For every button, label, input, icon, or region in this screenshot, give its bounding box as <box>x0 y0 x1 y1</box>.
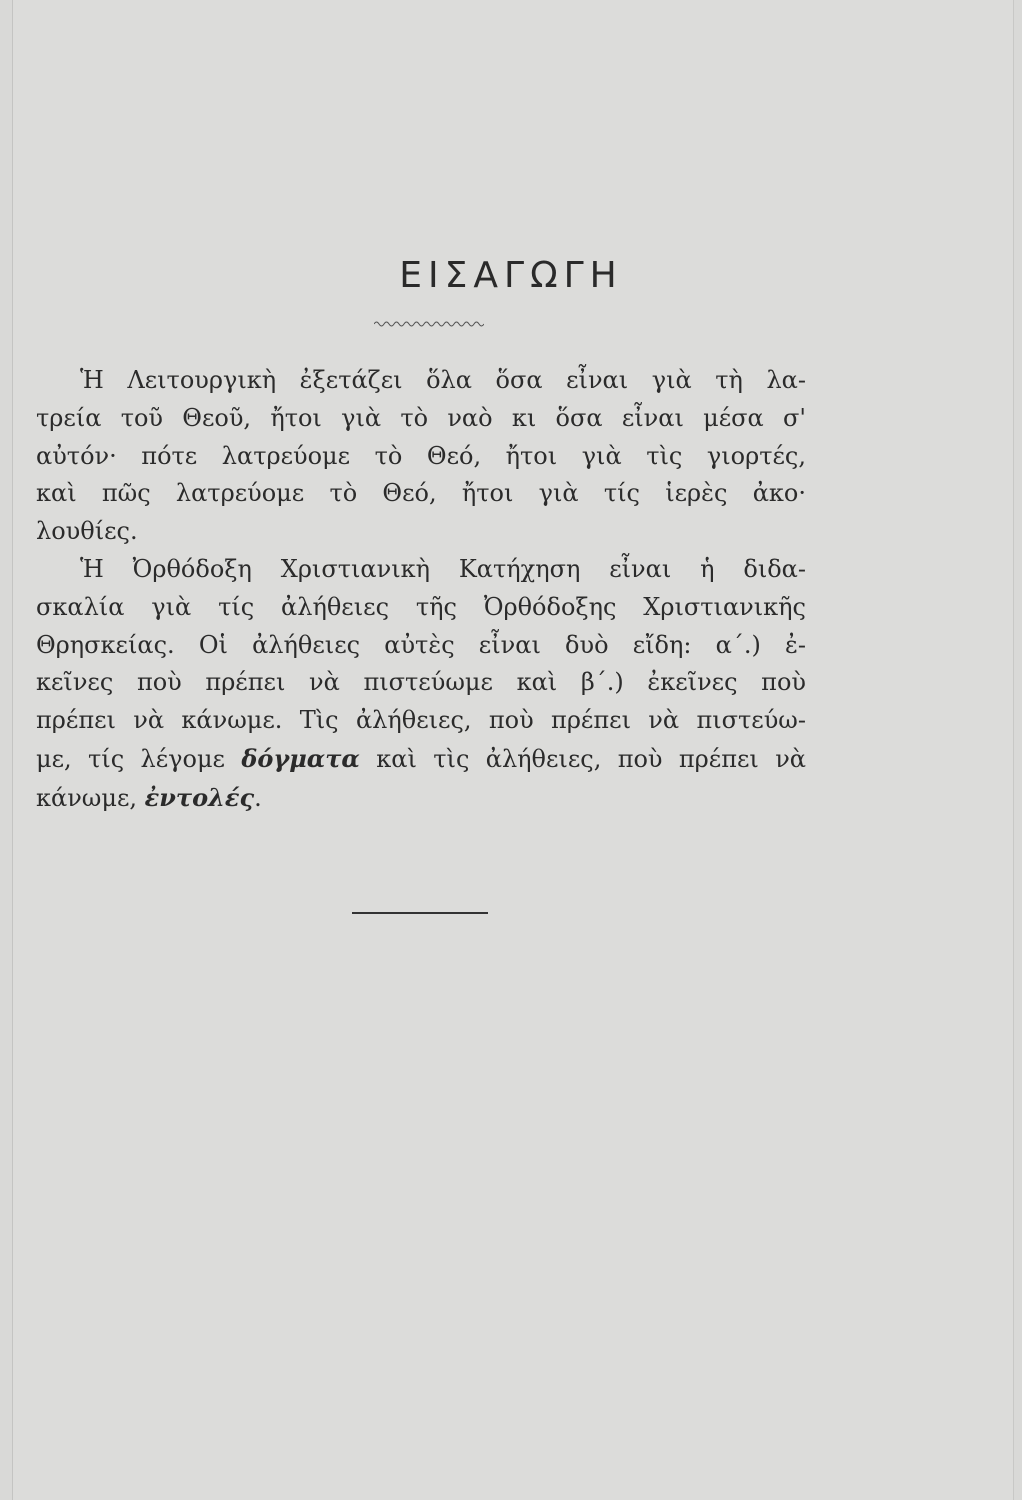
closing-rule <box>352 912 488 914</box>
text-line: κεῖνες ποὺ πρέπει νὰ πιστεύωμε καὶ β΄.) ἐκεῖνες ποὺ <box>36 668 806 697</box>
text-line: Ἡ Ὀρθόδοξη Χριστιανικὴ Κατήχηση εἶναι ἡ διδα- <box>80 554 806 583</box>
text-line: αὐτόν· πότε λατρεύομε τὸ Θεό, ἤτοι γιὰ τὶς γιορτές, <box>36 441 806 470</box>
term-dogmas: δόγματα <box>241 743 360 773</box>
text-line: πρέπει νὰ κάνωμε. Τὶς ἀλήθειες, ποὺ πρέπει νὰ πιστεύω- <box>36 706 806 735</box>
text-line: καὶ πῶς λατρεύομε τὸ Θεό, ἤτοι γιὰ τίς ἱερὲς ἀκο· <box>36 479 806 508</box>
text-run: κάνωμε, <box>36 783 138 812</box>
text-line: λουθίες. <box>36 517 138 546</box>
page-title: ΕΙΣΑΓΩΓΗ <box>399 255 623 296</box>
text-line: σκαλία γιὰ τίς ἀλήθειες τῆς Ὀρθόδοξης Χριστιανικῆς <box>36 592 806 621</box>
body-text <box>36 362 806 818</box>
paragraph-catechism <box>36 551 806 818</box>
paragraph-liturgics <box>36 362 806 551</box>
text-line <box>36 779 806 818</box>
text-line <box>36 740 806 779</box>
text-run: με, τίς λέγομε <box>36 744 225 773</box>
text-line: Ἡ Λειτουργικὴ ἐξετάζει ὅλα ὅσα εἶναι γιὰ τὴ λα- <box>80 366 806 394</box>
term-commandments: ἐντολές <box>144 782 255 812</box>
text-line: τρεία τοῦ Θεοῦ, ἤτοι γιὰ τὸ ναὸ κι ὅσα εἶναι μέσα σ' <box>36 403 806 432</box>
text-run: . <box>254 783 262 812</box>
text-run: καὶ τὶς ἀλήθειες, ποὺ πρέπει νὰ <box>376 744 806 773</box>
wavy-ornament <box>374 320 484 328</box>
text-line: Θρησκείας. Οἱ ἀλήθειες αὐτὲς εἶναι δυὸ εἴδη: α΄.) ἐ- <box>36 630 806 659</box>
